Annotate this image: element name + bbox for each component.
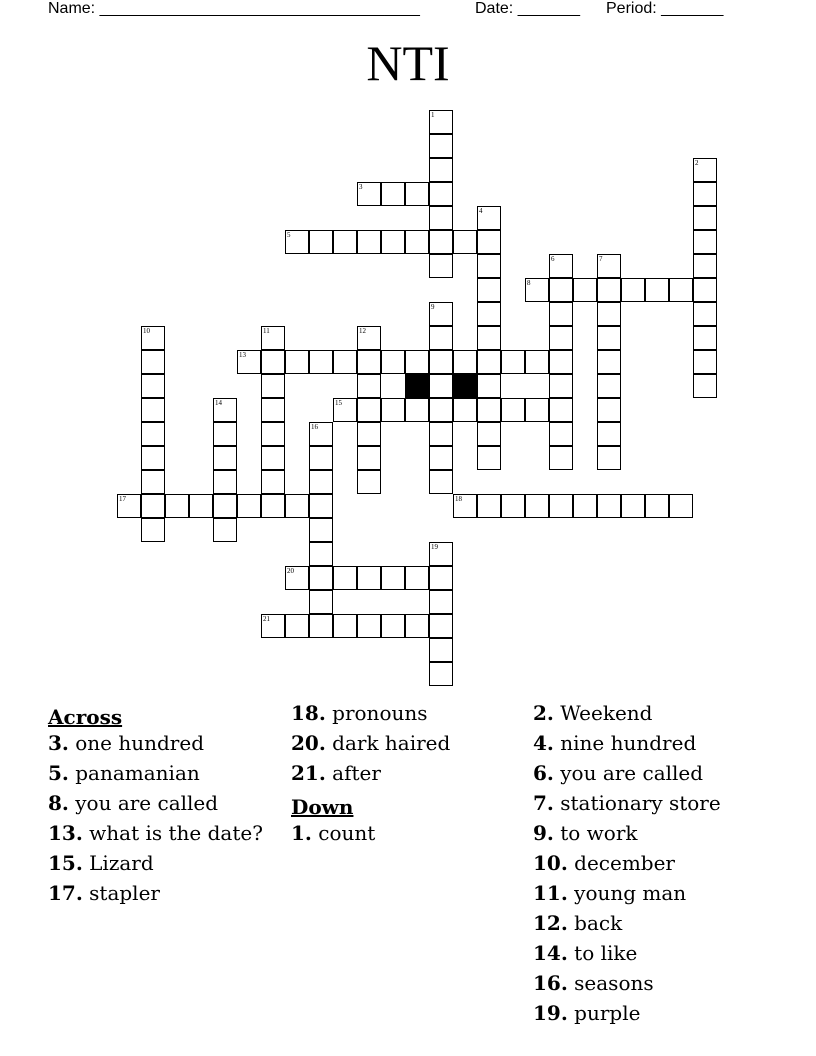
grid-cell[interactable] [285,614,309,638]
down-clue [533,702,769,724]
clue-num: 20. [291,731,326,755]
grid-cell[interactable] [165,494,189,518]
clue-number: 5 [287,231,291,239]
grid-cell[interactable] [261,422,285,446]
clue-number: 4 [479,207,483,215]
clue-text: purple [567,1001,641,1025]
grid-cell[interactable] [357,470,381,494]
grid-cell[interactable] [477,230,501,254]
grid-cell[interactable] [693,326,717,350]
grid-cell[interactable] [621,278,645,302]
clue-num: 2. [533,701,554,725]
clue-num: 16. [533,971,568,995]
grid-cell[interactable] [429,446,453,470]
clue-text: after [325,761,381,785]
down-clue [533,1002,769,1024]
grid-cell[interactable] [549,278,573,302]
date-blank: _______ [517,0,580,17]
clue-number: 6 [551,255,555,263]
grid-cell[interactable] [261,374,285,398]
grid-cell[interactable] [309,422,333,446]
grid-cell[interactable] [309,350,333,374]
grid-cell[interactable] [477,350,501,374]
grid-cell[interactable] [453,350,477,374]
clues-column-2 [291,702,527,852]
clue-text: what is the date? [82,821,263,845]
grid-cell[interactable] [405,614,429,638]
grid-cell[interactable] [477,422,501,446]
grid-cell[interactable] [381,398,405,422]
clue-number: 7 [599,255,603,263]
grid-cell[interactable] [477,278,501,302]
grid-cell[interactable] [141,398,165,422]
clue-num: 3. [48,731,69,755]
grid-cell[interactable] [309,494,333,518]
grid-cell[interactable] [333,614,357,638]
clue-text: panamanian [68,761,200,785]
grid-cell[interactable] [525,278,549,302]
clue-text: you are called [68,791,219,815]
grid-cell[interactable] [453,494,477,518]
down-clue [533,912,769,934]
grid-cell[interactable] [597,446,621,470]
grid-cell[interactable] [405,398,429,422]
clue-num: 21. [291,761,326,785]
grid-cell[interactable] [621,494,645,518]
grid-cell[interactable] [429,422,453,446]
grid-cell[interactable] [429,614,453,638]
grid-cell[interactable] [597,422,621,446]
grid-cell[interactable] [645,278,669,302]
grid-cell[interactable] [477,446,501,470]
grid-cell[interactable] [693,374,717,398]
grid-cell[interactable] [141,494,165,518]
grid-cell[interactable] [477,302,501,326]
clues-column-3 [533,702,769,1032]
clue-num: 18. [291,701,326,725]
grid-cell[interactable] [597,278,621,302]
grid-cell[interactable] [381,230,405,254]
down-clue [533,942,769,964]
date-label: Date: [475,0,514,17]
grid-cell[interactable] [141,374,165,398]
clue-num: 6. [533,761,554,785]
grid-cell[interactable] [429,662,453,686]
clue-text: seasons [567,971,654,995]
grid-cell[interactable] [381,182,405,206]
grid-cell[interactable] [405,350,429,374]
grid-cell[interactable] [309,590,333,614]
across-clue [48,792,284,814]
grid-cell[interactable] [405,566,429,590]
grid-cell[interactable] [669,494,693,518]
clue-text: one hundred [68,731,205,755]
grid-cell[interactable] [381,350,405,374]
grid-cell[interactable] [333,230,357,254]
grid-cell[interactable] [357,374,381,398]
grid-cell[interactable] [549,494,573,518]
clue-number: 14 [215,399,222,407]
clue-num: 17. [48,881,83,905]
grid-cell[interactable] [525,350,549,374]
clue-number: 2 [695,159,699,167]
grid-cell[interactable] [429,374,453,398]
grid-cell[interactable] [477,254,501,278]
across-clue [48,822,284,844]
grid-cell[interactable] [285,350,309,374]
clues-column-1 [48,702,284,912]
grid-cell[interactable] [429,302,453,326]
clue-num: 10. [533,851,568,875]
clue-num: 9. [533,821,554,845]
grid-cell[interactable] [141,446,165,470]
clue-text: stationary store [553,791,721,815]
grid-cell[interactable] [477,206,501,230]
grid-cell[interactable] [333,350,357,374]
grid-cell[interactable] [501,398,525,422]
clue-num: 7. [533,791,554,815]
clue-text: count [311,821,376,845]
clue-text: back [567,911,623,935]
grid-cell[interactable] [117,494,141,518]
grid-cell[interactable] [309,518,333,542]
grid-cell[interactable] [549,254,573,278]
grid-cell[interactable] [429,134,453,158]
across-clue [291,732,527,754]
clue-text: you are called [553,761,704,785]
down-clue [533,882,769,904]
grid-cell[interactable] [693,350,717,374]
grid-cell[interactable] [693,278,717,302]
grid-cell[interactable] [429,350,453,374]
grid-cell[interactable] [693,302,717,326]
clue-number: 1 [431,111,435,119]
period-blank: _______ [661,0,724,17]
down-clue [533,972,769,994]
clue-text: nine hundred [553,731,697,755]
grid-cell[interactable] [597,398,621,422]
clue-num: 19. [533,1001,568,1025]
clue-num: 12. [533,911,568,935]
grid-cell[interactable] [597,254,621,278]
grid-cell[interactable] [309,230,333,254]
grid-cell[interactable] [429,110,453,134]
grid-cell[interactable] [597,374,621,398]
grid-cell[interactable] [429,182,453,206]
down-clue [533,852,769,874]
down-clue [533,792,769,814]
grid-cell[interactable] [285,566,309,590]
clue-num: 4. [533,731,554,755]
grid-cell[interactable] [141,326,165,350]
clue-number: 12 [359,327,366,335]
grid-cell[interactable] [261,494,285,518]
grid-cell[interactable] [309,566,333,590]
clue-text: december [567,851,675,875]
across-clue [48,852,284,874]
name-label: Name: [48,0,96,17]
grid-cell[interactable] [213,494,237,518]
grid-cell[interactable] [429,638,453,662]
grid-cell[interactable] [285,230,309,254]
grid-cell[interactable] [645,494,669,518]
grid-cell[interactable] [285,494,309,518]
grid-cell[interactable] [189,494,213,518]
clue-text: Weekend [553,701,653,725]
grid-cell[interactable] [501,350,525,374]
clue-number: 11 [263,327,270,335]
grid-cell[interactable] [357,446,381,470]
across-heading: Across [48,705,123,729]
grid-cell[interactable] [333,398,357,422]
clue-number: 17 [119,495,126,503]
grid-cell[interactable] [693,254,717,278]
grid-cell[interactable] [261,446,285,470]
across-clue [291,762,527,784]
grid-cell[interactable] [549,446,573,470]
clue-number: 3 [359,183,363,191]
page-title: NTI [366,35,450,91]
grid-cell[interactable] [429,470,453,494]
grid-cell[interactable] [381,566,405,590]
clue-number: 9 [431,303,435,311]
clue-num: 13. [48,821,83,845]
clue-number: 10 [143,327,150,335]
down-heading: Down [291,795,354,819]
grid-cell[interactable] [477,374,501,398]
clue-text: to like [567,941,638,965]
clue-number: 16 [311,423,318,431]
grid-cell[interactable] [213,398,237,422]
grid-cell[interactable] [573,278,597,302]
grid-cell[interactable] [693,230,717,254]
clue-num: 5. [48,761,69,785]
grid-cell[interactable] [333,566,357,590]
grid-cell[interactable] [429,326,453,350]
clue-text: young man [567,881,687,905]
grid-cell[interactable] [549,326,573,350]
down-clue [533,732,769,754]
grid-cell[interactable] [429,398,453,422]
name-blank: ____________________________________ [99,0,420,17]
grid-cell[interactable] [309,614,333,638]
grid-cell[interactable] [597,350,621,374]
grid-cell[interactable] [429,566,453,590]
grid-cell[interactable] [357,182,381,206]
clue-num: 15. [48,851,83,875]
grid-cell[interactable] [357,326,381,350]
across-clue [48,732,284,754]
black-cell [405,374,429,398]
grid-cell[interactable] [525,398,549,422]
grid-cell[interactable] [429,230,453,254]
grid-cell[interactable] [549,374,573,398]
grid-cell[interactable] [477,326,501,350]
grid-cell[interactable] [237,350,261,374]
clue-num: 14. [533,941,568,965]
grid-cell[interactable] [477,494,501,518]
grid-cell[interactable] [357,422,381,446]
clue-text: dark haired [325,731,451,755]
clue-number: 15 [335,399,342,407]
clue-text: pronouns [325,701,428,725]
grid-cell[interactable] [501,494,525,518]
clue-text: stapler [82,881,160,905]
grid-cell[interactable] [405,182,429,206]
clue-num: 11. [533,881,568,905]
clue-number: 18 [455,495,462,503]
grid-cell[interactable] [453,398,477,422]
grid-cell[interactable] [141,350,165,374]
grid-cell[interactable] [141,422,165,446]
grid-cell[interactable] [429,158,453,182]
grid-cell[interactable] [261,326,285,350]
clue-number: 21 [263,615,270,623]
grid-cell[interactable] [693,206,717,230]
grid-cell[interactable] [477,398,501,422]
across-clue [48,882,284,904]
grid-cell[interactable] [549,302,573,326]
grid-cell[interactable] [597,326,621,350]
down-clue [291,822,527,844]
grid-cell[interactable] [669,278,693,302]
period-label: Period: [606,0,657,17]
grid-cell[interactable] [213,470,237,494]
grid-cell[interactable] [357,566,381,590]
down-clue [533,762,769,784]
grid-cell[interactable] [525,494,549,518]
clue-number: 8 [527,279,531,287]
grid-cell[interactable] [357,230,381,254]
black-cell [453,374,477,398]
grid-cell[interactable] [453,230,477,254]
grid-cell[interactable] [309,542,333,566]
grid-cell[interactable] [237,494,261,518]
grid-cell[interactable] [309,470,333,494]
grid-cell[interactable] [693,182,717,206]
grid-cell[interactable] [213,446,237,470]
grid-cell[interactable] [429,206,453,230]
clue-num: 1. [291,821,312,845]
grid-cell[interactable] [573,494,597,518]
grid-cell[interactable] [261,470,285,494]
grid-cell[interactable] [405,230,429,254]
grid-cell[interactable] [549,350,573,374]
clue-text: to work [553,821,638,845]
clue-text: Lizard [82,851,154,875]
grid-cell[interactable] [141,518,165,542]
grid-cell[interactable] [213,518,237,542]
grid-cell[interactable] [429,590,453,614]
grid-cell[interactable] [357,614,381,638]
grid-cell[interactable] [357,398,381,422]
grid-cell[interactable] [597,494,621,518]
grid-cell[interactable] [597,302,621,326]
grid-cell[interactable] [213,422,237,446]
grid-cell[interactable] [357,350,381,374]
clue-number: 19 [431,543,438,551]
grid-cell[interactable] [549,422,573,446]
grid-cell[interactable] [429,254,453,278]
across-clue [291,702,527,724]
clue-num: 8. [48,791,69,815]
clue-number: 20 [287,567,294,575]
grid-cell[interactable] [549,398,573,422]
grid-cell[interactable] [693,158,717,182]
grid-cell[interactable] [261,614,285,638]
grid-cell[interactable] [261,350,285,374]
grid-cell[interactable] [381,614,405,638]
down-clue [533,822,769,844]
grid-cell[interactable] [429,542,453,566]
clue-number: 13 [239,351,246,359]
grid-cell[interactable] [261,398,285,422]
grid-cell[interactable] [141,470,165,494]
across-clue [48,762,284,784]
grid-cell[interactable] [309,446,333,470]
